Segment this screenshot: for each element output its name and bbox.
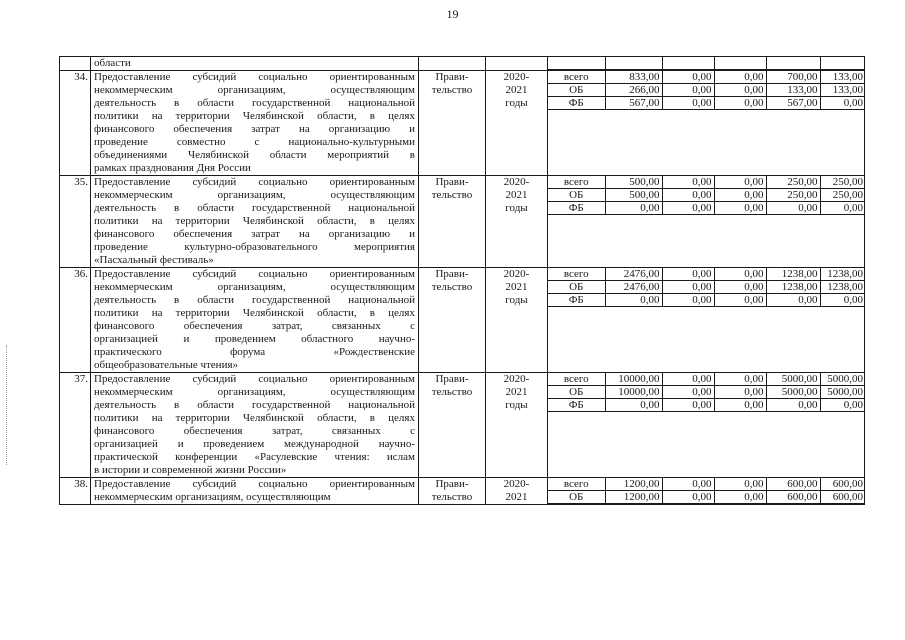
description-line: Предоставление субсидий социально ориентированным — [94, 268, 415, 280]
row-number: 37. — [60, 373, 91, 478]
row-number: 36. — [60, 268, 91, 373]
description-line: Предоставление субсидий социально ориентированным — [94, 478, 415, 490]
finance-row — [548, 399, 865, 412]
finance-value: 5000,00 — [820, 386, 865, 399]
finance-value: 1238,00 — [766, 268, 820, 281]
description-line: деятельность в области государственной национальной — [94, 294, 415, 306]
description-line: общеобразовательные чтения» — [94, 359, 239, 371]
finance-value: 0,00 — [662, 268, 714, 281]
finance-value: 133,00 — [766, 84, 820, 97]
funding-source: ОБ — [548, 281, 605, 294]
finance-value: 0,00 — [662, 373, 714, 386]
finance-value: 0,00 — [820, 399, 865, 412]
funding-source: ФБ — [548, 97, 605, 110]
finance-value: 0,00 — [766, 294, 820, 307]
finance-cell — [548, 176, 865, 268]
finance-value: 10000,00 — [605, 386, 662, 399]
finance-value: 0,00 — [662, 84, 714, 97]
margin-mark — [6, 345, 8, 465]
finance-value: 0,00 — [714, 268, 766, 281]
description-line: проведение культурно-образовательного мероприятия — [94, 241, 415, 253]
finance-value: 0,00 — [662, 491, 714, 504]
years-line: 2021 — [505, 491, 528, 503]
executor-line: тельство — [431, 281, 473, 293]
finance-value: 0,00 — [714, 478, 766, 491]
executor-line: Прави- — [435, 176, 469, 188]
executor-line: Прави- — [435, 478, 469, 490]
finance-value: 0,00 — [714, 281, 766, 294]
finance-table — [548, 478, 865, 504]
years-cell — [486, 176, 548, 268]
description-line: практического форума «Рождественские — [94, 346, 415, 358]
description-line: некоммерческим организациям, осуществляющим — [94, 491, 331, 503]
finance-value: 0,00 — [662, 176, 714, 189]
description-line: некоммерческим организациям, осуществляющим — [94, 386, 415, 398]
finance-row — [548, 478, 865, 491]
finance-value: 0,00 — [714, 491, 766, 504]
description-line: практической конференции «Расулевские чтения: ислам — [94, 451, 415, 463]
years-line: 2021 — [505, 189, 528, 201]
executor-line: Прави- — [435, 71, 469, 83]
finance-value: 0,00 — [714, 399, 766, 412]
finance-row — [548, 268, 865, 281]
description-line: деятельность в области государственной национальной — [94, 97, 415, 109]
years-line: 2020- — [503, 71, 530, 83]
description-line: политики на территории Челябинской области, в целях — [94, 215, 415, 227]
finance-row — [548, 294, 865, 307]
finance-value: 600,00 — [820, 478, 865, 491]
description-line: в истории и современной жизни России» — [94, 464, 287, 476]
executor-cell — [419, 268, 486, 373]
finance-value: 0,00 — [662, 281, 714, 294]
finance-value: 5000,00 — [766, 373, 820, 386]
row-number: 38. — [60, 478, 91, 505]
years-line: годы — [505, 294, 528, 306]
finance-row — [548, 176, 865, 189]
finance-value: 500,00 — [605, 176, 662, 189]
finance-value: 0,00 — [605, 294, 662, 307]
finance-value: 0,00 — [662, 386, 714, 399]
executor-cell — [419, 478, 486, 505]
finance-value: 500,00 — [605, 189, 662, 202]
years-line: 2021 — [505, 281, 528, 293]
finance-value: 0,00 — [662, 202, 714, 215]
executor-cell — [419, 373, 486, 478]
finance-value: 0,00 — [662, 478, 714, 491]
description-line: Предоставление субсидий социально ориентированным — [94, 71, 415, 83]
finance-value: 250,00 — [766, 176, 820, 189]
finance-value: 266,00 — [605, 84, 662, 97]
years-cell — [486, 478, 548, 505]
finance-value: 0,00 — [714, 84, 766, 97]
description-line: организацией и проведением областного научно- — [94, 333, 415, 345]
funding-source: ОБ — [548, 189, 605, 202]
years-line: годы — [505, 399, 528, 411]
executor-cell — [419, 71, 486, 176]
finance-value: 0,00 — [714, 97, 766, 110]
finance-table — [548, 176, 865, 215]
funding-source: ОБ — [548, 386, 605, 399]
description-line: некоммерческим организациям, осуществляющим — [94, 84, 415, 96]
finance-value: 0,00 — [662, 97, 714, 110]
executor-line: Прави- — [435, 373, 469, 385]
row-number: 35. — [60, 176, 91, 268]
page-number: 19 — [446, 7, 459, 21]
description-line: организацией и проведением международной научно- — [94, 438, 415, 450]
finance-value: 133,00 — [820, 71, 865, 84]
years-line: 2020- — [503, 373, 530, 385]
years-line: 2020- — [503, 176, 530, 188]
continuation-row — [60, 57, 865, 71]
description-line: Предоставление субсидий социально ориентированным — [94, 373, 415, 385]
description-line: Предоставление субсидий социально ориентированным — [94, 176, 415, 188]
table-row — [60, 268, 865, 373]
continuation-text: области — [91, 57, 419, 71]
program-table — [59, 56, 865, 505]
finance-row — [548, 373, 865, 386]
finance-value: 1238,00 — [820, 281, 865, 294]
years-line: годы — [505, 202, 528, 214]
finance-cell — [548, 478, 865, 505]
finance-value: 5000,00 — [820, 373, 865, 386]
finance-value: 0,00 — [714, 176, 766, 189]
table-row — [60, 176, 865, 268]
row-description — [91, 71, 419, 176]
row-description — [91, 268, 419, 373]
row-number: 34. — [60, 71, 91, 176]
finance-row — [548, 97, 865, 110]
funding-source: всего — [548, 176, 605, 189]
finance-row — [548, 386, 865, 399]
funding-source: ОБ — [548, 491, 605, 504]
funding-source: всего — [548, 71, 605, 84]
funding-source: всего — [548, 373, 605, 386]
finance-value: 0,00 — [714, 71, 766, 84]
executor-cell — [419, 176, 486, 268]
finance-value: 0,00 — [662, 71, 714, 84]
finance-cell — [548, 57, 865, 71]
executor-cell — [419, 57, 486, 71]
finance-value: 700,00 — [766, 71, 820, 84]
description-line: рамках празднования Дня России — [94, 162, 251, 174]
finance-value: 2476,00 — [605, 268, 662, 281]
finance-value: 133,00 — [820, 84, 865, 97]
table-row — [60, 373, 865, 478]
row-description — [91, 373, 419, 478]
finance-value: 0,00 — [714, 202, 766, 215]
finance-value: 0,00 — [605, 202, 662, 215]
years-cell — [486, 373, 548, 478]
finance-value: 1238,00 — [766, 281, 820, 294]
description-line: политики на территории Челябинской области, в целях — [94, 412, 415, 424]
table-row — [60, 71, 865, 176]
finance-row — [548, 189, 865, 202]
finance-row — [548, 71, 865, 84]
finance-value: 0,00 — [714, 189, 766, 202]
finance-row — [548, 202, 865, 215]
row-description — [91, 176, 419, 268]
finance-value: 0,00 — [662, 399, 714, 412]
finance-value: 250,00 — [766, 189, 820, 202]
finance-value: 1200,00 — [605, 491, 662, 504]
description-line: «Пасхальный фестиваль» — [94, 254, 214, 266]
finance-value: 600,00 — [766, 491, 820, 504]
funding-source: ФБ — [548, 294, 605, 307]
finance-value: 600,00 — [766, 478, 820, 491]
description-line: некоммерческим организациям, осуществляющим — [94, 189, 415, 201]
finance-row — [548, 281, 865, 294]
finance-row — [548, 84, 865, 97]
finance-value: 833,00 — [605, 71, 662, 84]
description-line: финансового обеспечения затрат, связанных с — [94, 320, 415, 332]
executor-line: тельство — [431, 189, 473, 201]
executor-line: Прави- — [435, 268, 469, 280]
finance-value: 0,00 — [766, 399, 820, 412]
description-line: некоммерческим организациям, осуществляющим — [94, 281, 415, 293]
finance-value: 567,00 — [605, 97, 662, 110]
description-line: деятельность в области государственной национальной — [94, 202, 415, 214]
description-line: объединениями Челябинской области мероприятий в — [94, 149, 415, 161]
description-line: политики на территории Челябинской области, в целях — [94, 110, 415, 122]
description-line: проведение совместно с национально-культурными — [94, 136, 415, 148]
years-cell — [486, 57, 548, 71]
finance-value: 0,00 — [662, 189, 714, 202]
executor-line: тельство — [431, 386, 473, 398]
finance-value: 0,00 — [820, 202, 865, 215]
finance-value: 2476,00 — [605, 281, 662, 294]
row-description — [91, 478, 419, 505]
finance-value: 0,00 — [605, 399, 662, 412]
funding-source: ФБ — [548, 202, 605, 215]
finance-value: 0,00 — [714, 373, 766, 386]
funding-source: ФБ — [548, 399, 605, 412]
funding-source: всего — [548, 478, 605, 491]
finance-value: 10000,00 — [605, 373, 662, 386]
document-table — [59, 56, 864, 505]
finance-cell — [548, 268, 865, 373]
table-row — [60, 478, 865, 505]
finance-value: 567,00 — [766, 97, 820, 110]
years-line: 2021 — [505, 84, 528, 96]
years-cell — [486, 71, 548, 176]
finance-value: 0,00 — [820, 97, 865, 110]
finance-value: 0,00 — [714, 294, 766, 307]
description-line: финансового обеспечения затрат на организацию и — [94, 228, 415, 240]
finance-value: 250,00 — [820, 176, 865, 189]
finance-cell — [548, 71, 865, 176]
finance-value: 0,00 — [662, 294, 714, 307]
finance-row — [548, 491, 865, 504]
finance-table — [548, 268, 865, 307]
executor-line: тельство — [431, 84, 473, 96]
finance-value: 0,00 — [766, 202, 820, 215]
finance-table — [548, 373, 865, 412]
row-number — [60, 57, 91, 71]
finance-value: 1200,00 — [605, 478, 662, 491]
finance-table — [548, 71, 865, 110]
finance-value: 1238,00 — [820, 268, 865, 281]
description-line: финансового обеспечения затрат на организацию и — [94, 123, 415, 135]
years-line: годы — [505, 97, 528, 109]
years-line: 2021 — [505, 386, 528, 398]
finance-cell — [548, 373, 865, 478]
description-line: деятельность в области государственной национальной — [94, 399, 415, 411]
description-line: политики на территории Челябинской области, в целях — [94, 307, 415, 319]
funding-source: ОБ — [548, 84, 605, 97]
funding-source: всего — [548, 268, 605, 281]
finance-value: 0,00 — [820, 294, 865, 307]
years-line: 2020- — [503, 478, 530, 490]
executor-line: тельство — [431, 491, 473, 503]
finance-value: 600,00 — [820, 491, 865, 504]
finance-value: 5000,00 — [766, 386, 820, 399]
years-line: 2020- — [503, 268, 530, 280]
years-cell — [486, 268, 548, 373]
finance-value: 250,00 — [820, 189, 865, 202]
description-line: финансового обеспечения затрат, связанных с — [94, 425, 415, 437]
finance-value: 0,00 — [714, 386, 766, 399]
